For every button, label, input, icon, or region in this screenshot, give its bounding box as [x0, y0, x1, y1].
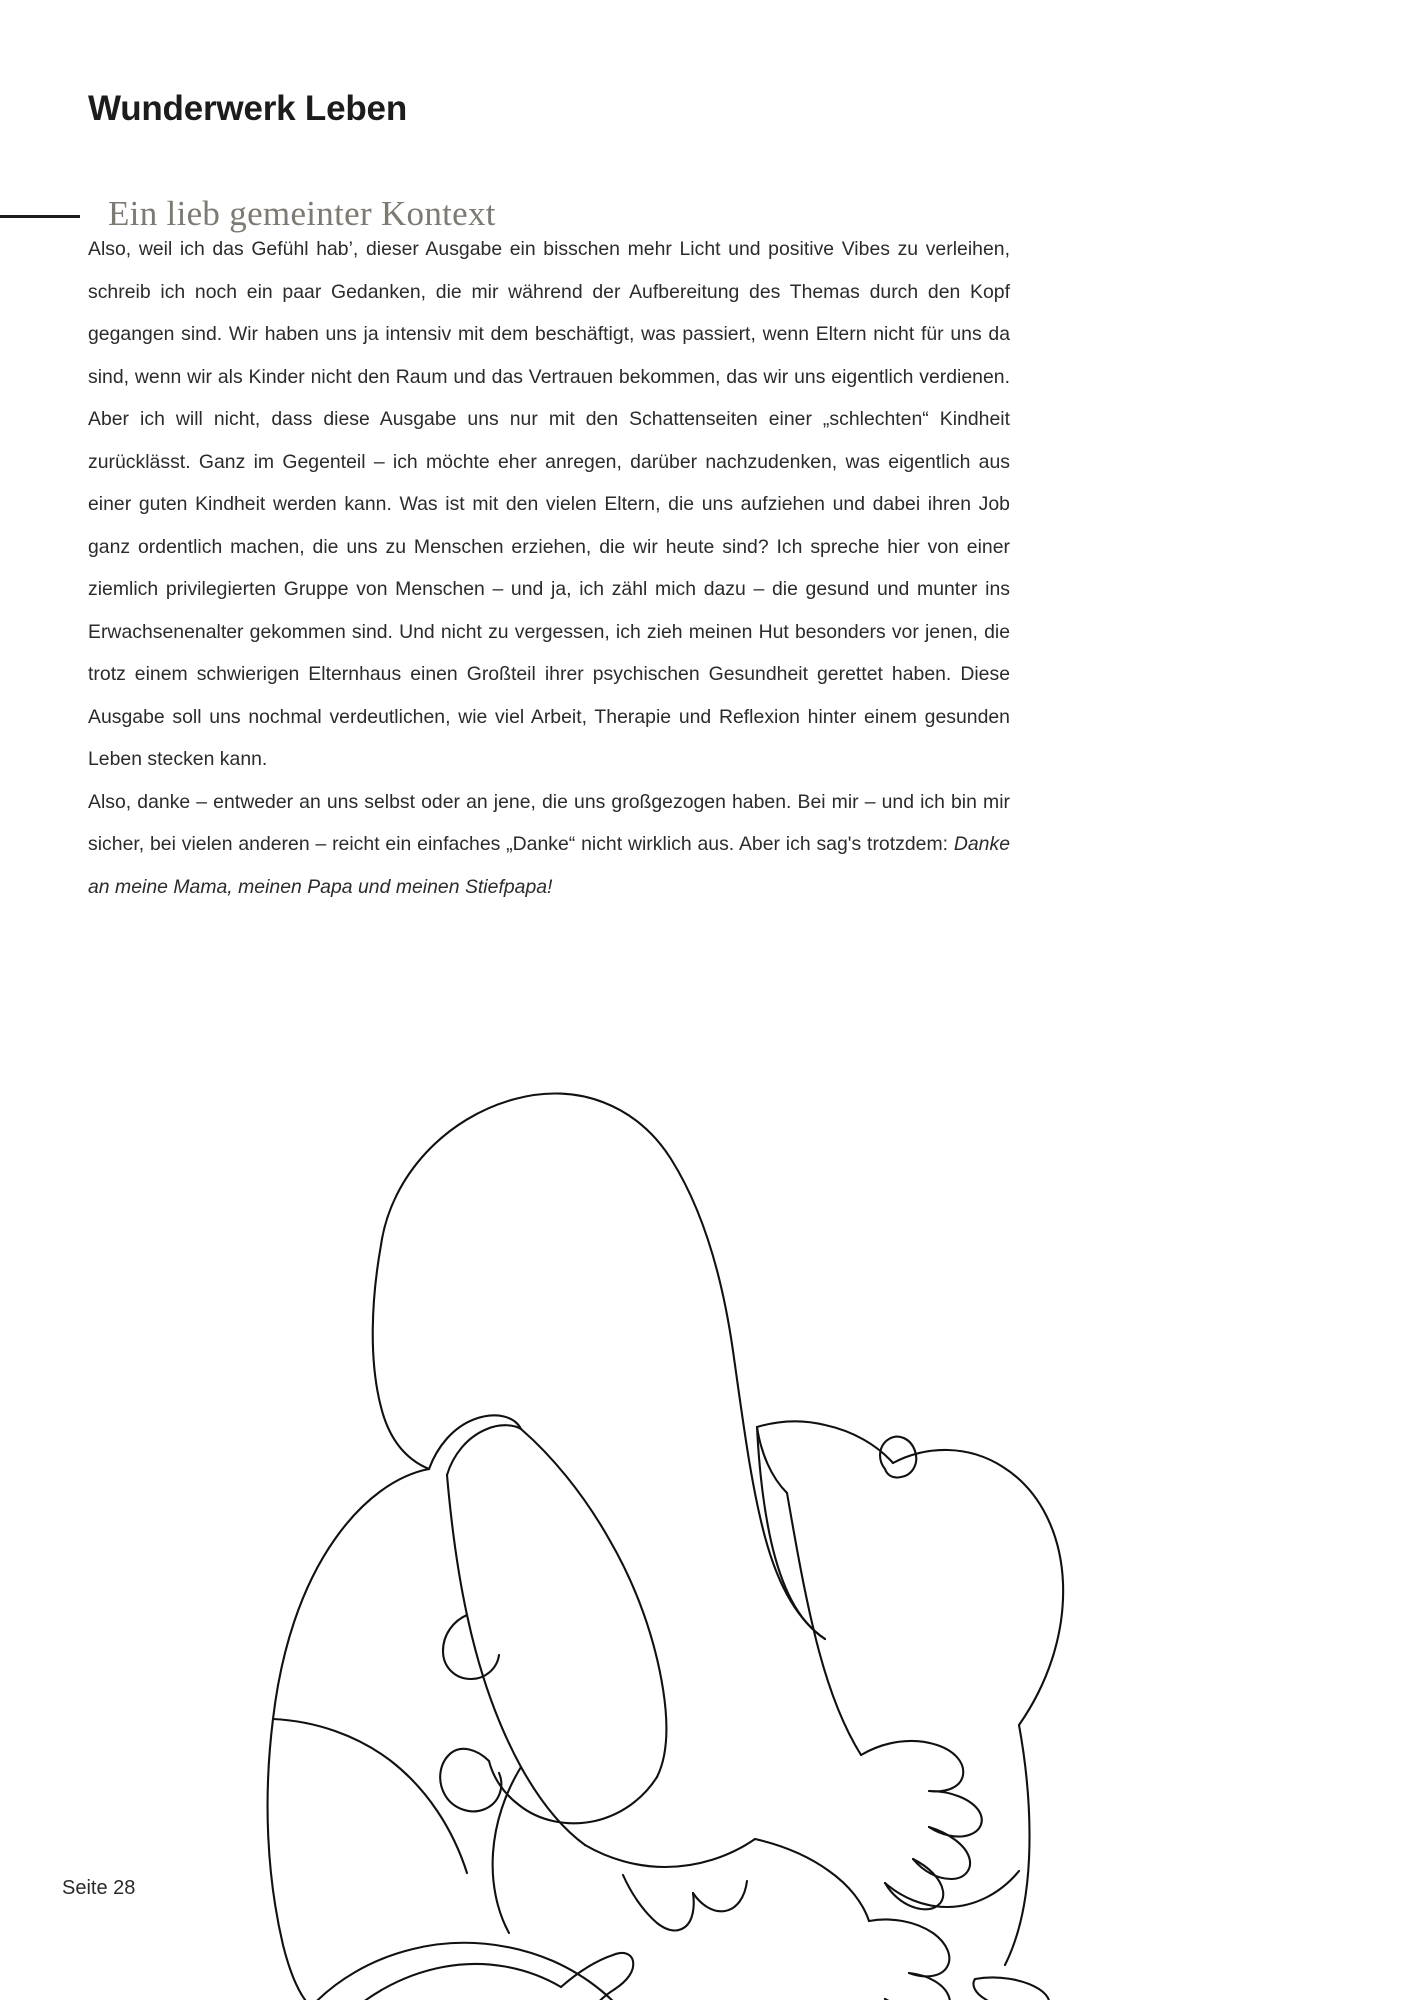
body-paragraph-2-emphasis: Danke an meine Mama, meinen Papa und meinen Stiefpapa!: [88, 833, 1010, 898]
body-paragraph-2: [88, 781, 1010, 909]
subtitle-rule-decoration: [0, 215, 80, 218]
section-subtitle: Ein lieb gemeinter Kontext: [108, 194, 496, 233]
body-paragraph-2-lead: Also, danke – entweder an uns selbst oder an jene, die uns großgezogen haben. Bei mir – und ich bin mir sicher, bei vielen anderen – reicht ein einfaches „Danke“ nicht wirklich aus. Aber ich sag's trotzdem:: [88, 790, 1010, 855]
page-title: Wunderwerk Leben: [88, 89, 407, 129]
body-text-column: [88, 228, 1010, 908]
page-number-footer: Seite 28: [62, 1877, 136, 1899]
body-paragraph-1: Also, weil ich das Gefühl hab’, dieser Ausgabe ein bisschen mehr Licht und positive Vibes zu verleihen, schreib ich noch ein paar Gedanken, die mir während der Aufbereitung des Themas durch den Kopf gegangen sind. Wir haben uns ja intensiv mit dem beschäftigt, was passiert, wenn Eltern nicht für uns da sind, wenn wir als Kinder nicht den Raum und das Vertrauen bekommen, das wir uns eigentlich verdienen. Aber ich will nicht, dass diese Ausgabe uns nur mit den Schattenseiten einer „schlechten“ Kindheit zurücklässt. Ganz im Gegenteil – ich möchte eher anregen, darüber nachzudenken, was eigentlich aus einer guten Kindheit werden kann. Was ist mit den vielen Eltern, die uns aufziehen und dabei ihren Job ganz ordentlich machen, die uns zu Menschen erziehen, die wir heute sind? Ich spreche hier von einer ziemlich privilegierten Gruppe von Menschen – und ja, ich zähl mich dazu – die gesund und munter ins Erwachsenenalter gekommen sind. Und nicht zu vergessen, ich zieh meinen Hut besonders vor jenen, die trotz einem schwierigen Elternhaus einen Großteil ihrer psychischen Gesundheit gerettet haben. Diese Ausgabe soll uns nochmal verdeutlichen, wie viel Arbeit, Therapie und Reflexion hinter einem gesunden Leben stecken kann.: [88, 238, 1010, 770]
line-art-illustration: [185, 1055, 1085, 2000]
